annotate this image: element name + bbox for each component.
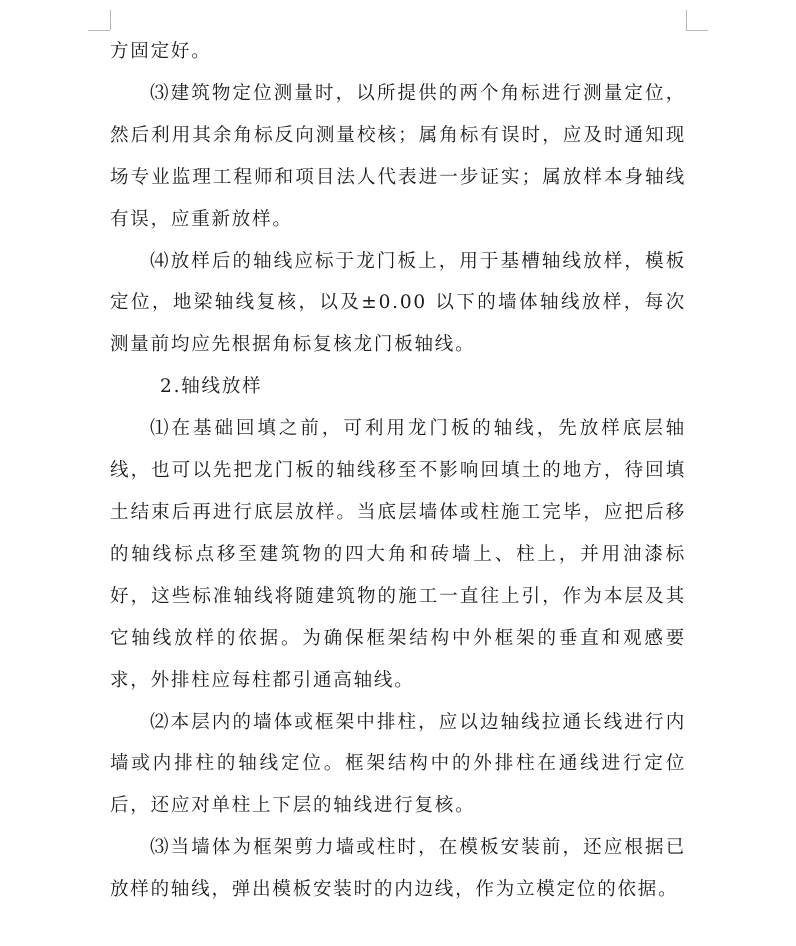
crop-mark-top-left-vertical xyxy=(110,10,111,30)
crop-mark-top-right-horizontal xyxy=(686,30,708,31)
section-paragraph-3: ⑶当墙体为框架剪力墙或柱时，在模板安装前，还应根据已放样的轴线，弹出模板安装时的内边线，作为立模定位的依据。 xyxy=(110,837,686,901)
crop-mark-top-right-vertical xyxy=(686,10,687,30)
paragraph-item-4: ⑷放样后的轴线应标于龙门板上，用于基槽轴线放样，模板定位，地梁轴线复核，以及±0.00 以下的墙体轴线放样，每次测量前均应先根据角标复核龙门板轴线。 xyxy=(110,250,686,356)
crop-mark-top-left-horizontal xyxy=(88,30,110,31)
document-body xyxy=(110,31,686,911)
paragraph-continuation: 方固定好。 xyxy=(110,41,212,62)
paragraph-item-3: ⑶建筑物定位测量时，以所提供的两个角标进行测量定位，然后利用其余角标反向测量校核；属角标有误时，应及时通知现场专业监理工程师和项目法人代表进一步证实；属放样本身轴线有误，应重新放样。 xyxy=(110,82,686,230)
section-heading: 2.轴线放样 xyxy=(160,376,263,398)
section-paragraph-1: ⑴在基础回填之前，可利用龙门板的轴线，先放样底层轴线，也可以先把龙门板的轴线移至不影响回填土的地方，待回填土结束后再进行底层放样。当底层墙体或柱施工完毕，应把后移的轴线标点移至建筑物的四大角和砖墙上、柱上，并用油漆标好，这些标准轴线将随建筑物的施工一直往上引，作为本层及其它轴线放样的依据。为确保框架结构中外框架的垂直和观感要求，外排柱应每柱都引通高轴线。 xyxy=(110,418,686,691)
section-paragraph-2: ⑵本层内的墙体或框架中排柱，应以边轴线拉通长线进行内墙或内排柱的轴线定位。框架结构中的外排柱在通线进行定位后，还应对单柱上下层的轴线进行复核。 xyxy=(110,711,686,817)
